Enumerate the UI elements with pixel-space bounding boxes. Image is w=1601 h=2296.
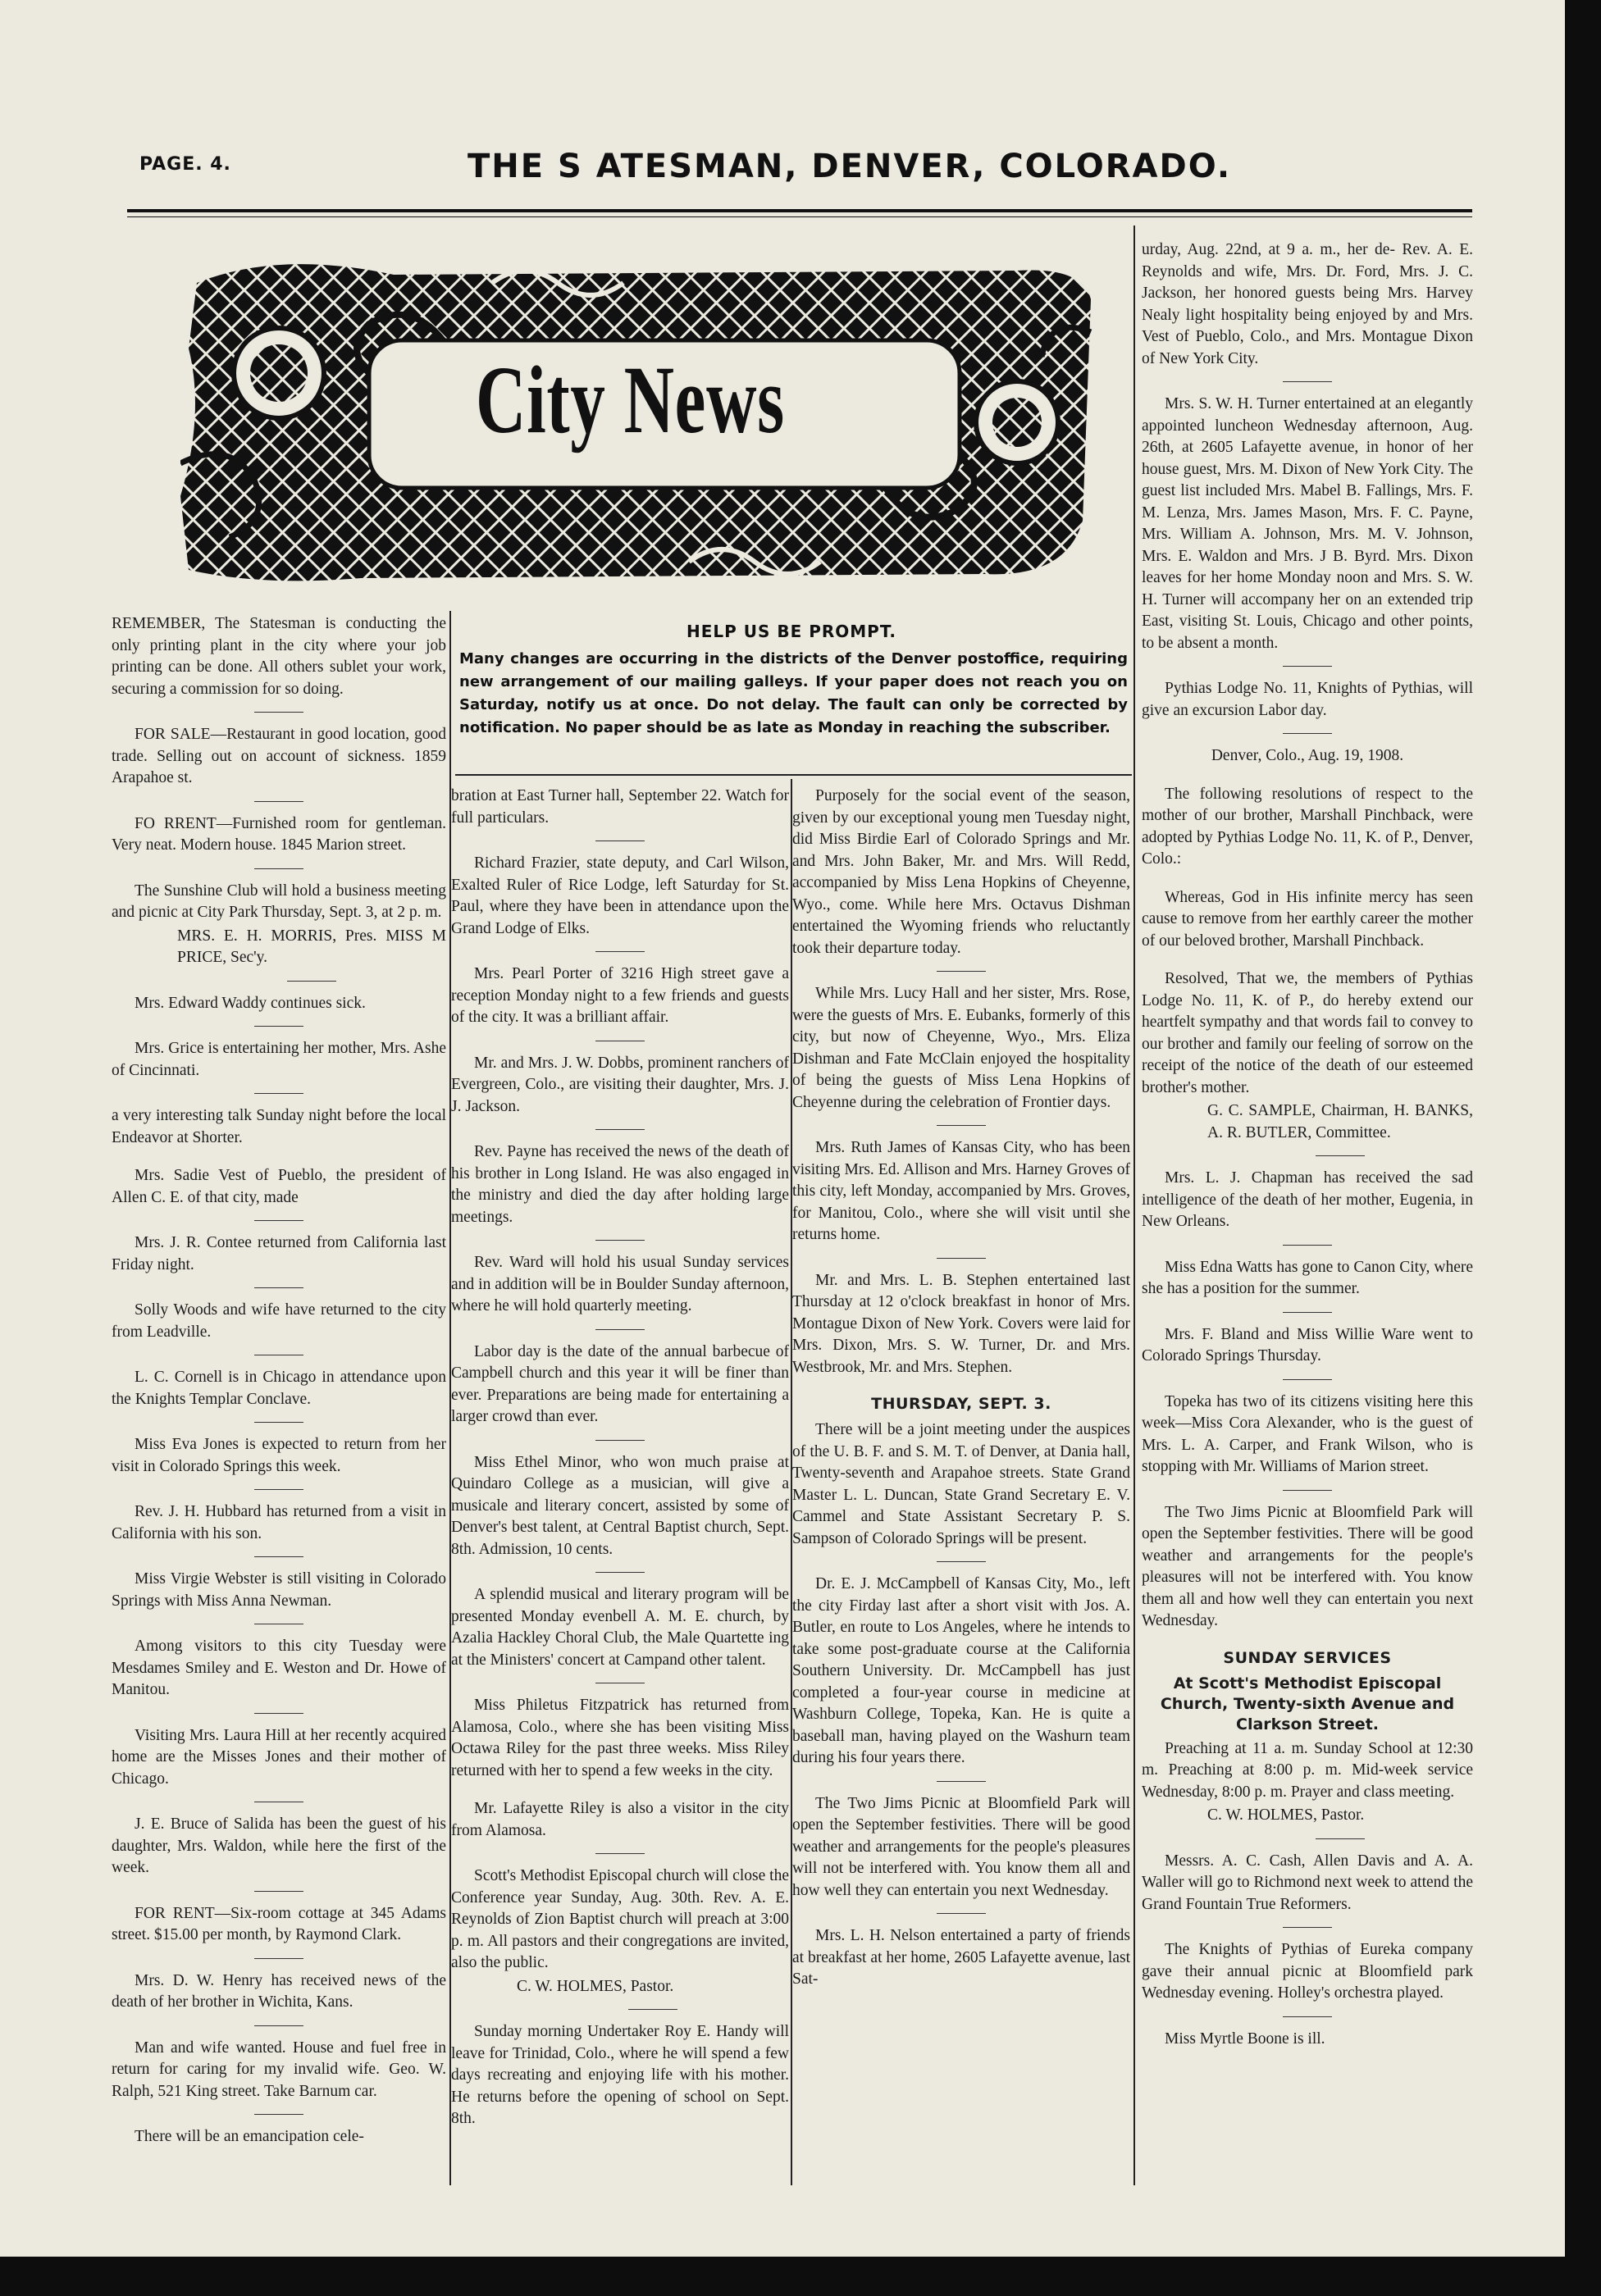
section-heading: THURSDAY, SEPT. 3. — [871, 1395, 1051, 1413]
article: Mrs. D. W. Henry has received news of the death of her brother in Wichita, Kans. — [112, 1970, 446, 2026]
article: Topeka has two of its citizens visiting here this week—Miss Cora Alexander, who is the guest of Mrs. L. A. Carper, and Frank Wilson, who is stopping with Mr. Williams of Marion street. — [1142, 1392, 1473, 1491]
article: bration at East Turner hall, September 22. Watch for full particulars. — [451, 786, 789, 841]
church-heading: At Scott's Methodist Episcopal Church, Twenty-sixth Avenue and Clarkson Street. — [1160, 1674, 1455, 1733]
article: Miss Ethel Minor, who won much praise at Quindaro College as a musician, will give a musicale and literary concert, assisted by some of Denver's best talent, at Central Baptist church, Sept. 8th. Admission, 10 cents. — [451, 1452, 789, 1574]
article: Mrs. J. R. Contee returned from California last Friday night. — [112, 1232, 446, 1288]
article: a very interesting talk Sunday night before the local Endeavor at Shorter. — [112, 1107, 446, 1146]
article: Mrs. S. W. H. Turner entertained at an elegantly appointed luncheon Wednesday afternoon, Aug. 26th, at 2605 Lafayette avenue, in honor of her house guest, Mrs. M. Dixon of New York City. The guest list included Mrs. Mabel B. Fallings, Mrs. F. M. Lenza, Mrs. James Mason, Mrs. F. C. Payne, Mrs. William A. Johnson, Mrs. M. V. Johnson, Mrs. E. Waldon and Mrs. J B. Byrd. Mrs. Dixon leaves for her home Monday noon and Mrs. S. W. H. Turner will accompany her on an extended trip East, visiting St. Louis, Chicago and other points, to be absent a month. — [1142, 394, 1473, 667]
article: Sunday morning Undertaker Roy E. Handy will leave for Trinidad, Colo., where he will spend a few days recreating and enjoying life with his mother. He returns before the opening of school on Sept. 8th. — [451, 2023, 789, 2127]
service-schedule: Preaching at 11 a. m. Sunday School at 12:30 m. Preaching at 8:00 p. m. Mid-week service Wednesday, 8:00 p. m. Prayer and class meeting. — [1142, 1739, 1473, 1801]
article: Mrs. L. H. Nelson entertained a party of friends at breakfast at her home, 2605 Lafayette avenue, last Sat- — [792, 1927, 1130, 1988]
article: The following resolutions of respect to the mother of our brother, Marshall Pinchback, were adopted by Pythias Lodge No. 11, K. of P., Denver, Colo.: — [1142, 785, 1473, 868]
article: While Mrs. Lucy Hall and her sister, Mrs. Rose, were the guests of Mrs. E. Eubanks, formerly of this city, but now of Cheyenne, Wyo., Mrs. Eliza Dishman and Fate McClain enjoyed the hospitality of being the guests of Miss Lena Hopkins of Cheyenne during the celebration of Frontier days. — [792, 983, 1130, 1126]
column-3 — [792, 786, 1130, 2007]
article: Mr. and Mrs. L. B. Stephen entertained last Thursday at 12 o'clock breakfast in honor of Mrs. Montague Dixon of New York. Covers were laid for Mrs. Dixon, Mrs. S. W. Turner, Dr. and Mrs. Westbrook, Mr. and Mrs. Stephen. — [792, 1271, 1130, 1376]
header-rule — [127, 209, 1472, 212]
column-4 — [1142, 239, 1473, 2066]
article: Miss Edna Watts has gone to Canon City, where she has a position for the summer. — [1142, 1257, 1473, 1313]
article: J. E. Bruce of Salida has been the guest of his daughter, Mrs. Waldon, while here the first of the week. — [112, 1814, 446, 1892]
article: A splendid musical and literary program will be presented Monday evenbell A. M. E. church, by Azalia Hackley Choral Club, the Male Quartette ing at the Ministers' concert at Campand other talent. — [451, 1584, 789, 1683]
article: Messrs. A. C. Cash, Allen Davis and A. A. Waller will go to Richmond next week to attend the Grand Fountain True Reformers. — [1142, 1851, 1473, 1929]
article: The Two Jims Picnic at Bloomfield Park will open the September festivities. There will be good weather and arrangements for the people's pleasures will not be interfered with. You know them all and how well they can entertain you next Wednesday. — [1142, 1503, 1473, 1629]
column-2 — [451, 786, 789, 2147]
signature: C. W. HOLMES, Pastor. — [1142, 1805, 1473, 1839]
article: There will be an emancipation cele- — [135, 2128, 364, 2145]
classified-ad: FOR RENT—Six-room cottage at 345 Adams street. $15.00 per month, by Raymond Clark. — [112, 1903, 446, 1959]
page-label: PAGE. 4. — [139, 154, 231, 175]
article: The Sunshine Club will hold a business meeting and picnic at City Park Thursday, Sept. 3, at 2 p. m. — [112, 882, 446, 921]
article: Mrs. L. J. Chapman has received the sad intelligence of the death of her mother, Eugenia, in New Orleans. — [1142, 1168, 1473, 1246]
article: Purposely for the social event of the season, given by our exceptional young men Tuesday night, did Miss Birdie Earl of Colorado Springs and Mr. and Mrs. John Baker, Mr. and Mrs. Will Redd, accompanied by Miss Lena Hopkins of Cheyenne, Wyo., come. While here Mrs. Octavus Dishman entertained the Wyoming friends who reluctantly took their departure today. — [792, 786, 1130, 972]
article: Dr. E. J. McCampbell of Kansas City, Mo., left the city Firday last after a short visit with Jos. A. Butler, en route to Los Angeles, where he intends to take some post-graduate course at the California Southern University. Dr. McCampbell has just completed a four-year course in medicine at Washburn College, Topeka, Kan. He is quite a baseball man, having played on the Washurn team during his four years there. — [792, 1574, 1130, 1782]
section-heading: SUNDAY SERVICES — [1223, 1648, 1392, 1667]
signature: MRS. E. H. MORRIS, Pres. MISS M PRICE, Sec'y. — [112, 926, 446, 982]
article: The Two Jims Picnic at Bloomfield Park will open the September festivities. There will be good weather and arrangements for the people's pleasures will not be interfered with. You know them all and how well they can entertain you next Wednesday. — [792, 1793, 1130, 1915]
classified-ad: Man and wife wanted. House and fuel free in return for caring for my invalid wife. Geo. W. Ralph, 521 King street. Take Barnum car. — [112, 2038, 446, 2116]
help-rule — [455, 774, 1132, 776]
article: Miss Eva Jones is expected to return from her visit in Colorado Springs this week. — [112, 1434, 446, 1490]
article: Richard Frazier, state deputy, and Carl Wilson, Exalted Ruler of Rice Lodge, left Saturday for St. Paul, where they have been in attendance upon the Grand Lodge of Elks. — [451, 853, 789, 952]
help-heading: HELP US BE PROMPT. — [686, 622, 897, 641]
article: Labor day is the date of the annual barbecue of Campbell church and this year it will be finer than ever. Preparations are being made for entertaining a larger crowd than ever. — [451, 1342, 789, 1441]
column-1 — [112, 613, 446, 2165]
article: Rev. J. H. Hubbard has returned from a visit in California with his son. — [112, 1501, 446, 1557]
article: Mr. Lafayette Riley is also a visitor in the city from Alamosa. — [451, 1798, 789, 1854]
article: Mrs. Edward Waddy continues sick. — [112, 993, 446, 1027]
classified-ad: FOR SALE—Restaurant in good location, good trade. Selling out on account of sickness. 1859 Arapahoe st. — [112, 724, 446, 802]
committee-signature: G. C. SAMPLE, Chairman, H. BANKS, A. R. BUTLER, Committee. — [1142, 1100, 1473, 1156]
article: Miss Virgie Webster is still visiting in Colorado Springs with Miss Anna Newman. — [112, 1569, 446, 1624]
article: There will be a joint meeting under the auspices of the U. B. F. and S. M. T. of Denver, at Dania hall, Twenty-seventh and Arapahoe streets. State Grand Master L. L. Duncan, State Grand Secretary E. V. Cammel and State Assistant Secretary P. S. Sampson of Colorado Springs will be present. — [792, 1419, 1130, 1562]
signature: C. W. HOLMES, Pastor. — [451, 1976, 789, 2011]
article: Mrs. Grice is entertaining her mother, Mrs. Ashe of Cincinnati. — [112, 1038, 446, 1094]
article: Mrs. Pearl Porter of 3216 High street gave a reception Monday night to a few friends and guests of the city. It was a brilliant affair. — [451, 963, 789, 1041]
article: Mrs. Sadie Vest of Pueblo, the president of Allen C. E. of that city, made — [112, 1165, 446, 1221]
help-body: Many changes are occurring in the districts of the Denver postoffice, requiring new arrangement of our mailing galleys. If your paper does not reach you on Saturday, notify us at once. Do not delay. The fault can only be corrected by notification. No paper should be as late as Monday in reaching the subscriber. — [459, 650, 1128, 736]
article: The Knights of Pythias of Eureka company gave their annual picnic at Bloomfield park Wednesday evening. Holley's orchestra played. — [1142, 1939, 1473, 2017]
header-rule-thin — [127, 216, 1472, 217]
article: Mrs. F. Bland and Miss Willie Ware went to Colorado Springs Thursday. — [1142, 1324, 1473, 1380]
article: Miss Myrtle Boone is ill. — [1165, 2029, 1325, 2048]
classified-ad: FO RRENT—Furnished room for gentleman. Very neat. Modern house. 1845 Marion street. — [112, 813, 446, 869]
article: Mrs. Ruth James of Kansas City, who has been visiting Mrs. Ed. Allison and Mrs. Harney Groves of this city, left Monday, accompanied by Mrs. Groves, for Manitou, Colo., where she will visit until she returns home. — [792, 1137, 1130, 1259]
article: Miss Philetus Fitzpatrick has returned from Alamosa, Colo., where she has been visiting Miss Octawa Riley for the past three weeks. Miss Riley returned with her to spend a few weeks in the city. — [451, 1697, 789, 1779]
article: Resolved, That we, the members of Pythias Lodge No. 11, K. of P., do hereby extend our heartfelt sympathy and that words fail to convey to our brother and family our feeling of sorrow on the receipt of the notice of the death of our esteemed brother's mother. — [1142, 970, 1473, 1096]
article: REMEMBER, The Statesman is conducting the only printing plant in the city where your job printing can be done. All others sublet your work, securing a commission for so doing. — [112, 613, 446, 713]
banner-title: City News — [476, 346, 785, 453]
article: Mr. and Mrs. J. W. Dobbs, prominent ranchers of Evergreen, Colo., are visiting their daughter, Mrs. J. J. Jackson. — [451, 1053, 789, 1131]
article: Among visitors to this city Tuesday were Mesdames Smiley and E. Weston and Dr. Howe of Manitou. — [112, 1636, 446, 1714]
article: Scott's Methodist Episcopal church will close the Conference year Sunday, Aug. 30th. Rev. A. E. Reynolds of Zion Baptist church will preach at 3:00 p. m. All pastors and their congregations are invited, also the public. — [451, 1867, 789, 1971]
masthead-title: THE S ATESMAN, DENVER, COLORADO. — [468, 148, 1232, 185]
article: Whereas, God in His infinite mercy has seen cause to remove from her earthly career the mother of our beloved brother, Marshall Pinchback. — [1142, 888, 1473, 950]
dateline: Denver, Colo., Aug. 19, 1908. — [1211, 747, 1404, 764]
article: Solly Woods and wife have returned to the city from Leadville. — [112, 1300, 446, 1355]
article: urday, Aug. 22nd, at 9 a. m., her de- Rev. A. E. Reynolds and wife, Mrs. Dr. Ford, Mrs. J. C. Jackson, her honored guests being Mrs. Harvey Nealy light hospitality being enjoyed by and Mrs. Vest of Pueblo, Colo., and Mrs. Montague Dixon of New York City. — [1142, 239, 1473, 382]
article: L. C. Cornell is in Chicago in attendance upon the Knights Templar Conclave. — [112, 1367, 446, 1423]
article: Visiting Mrs. Laura Hill at her recently acquired home are the Misses Jones and their mother of Chicago. — [112, 1725, 446, 1803]
article: Rev. Payne has received the news of the death of his brother in Long Island. He was also engaged in the ministry and died the day after holding large meetings. — [451, 1141, 789, 1241]
article: Pythias Lodge No. 11, Knights of Pythias, will give an excursion Labor day. — [1142, 678, 1473, 734]
article: Rev. Ward will hold his usual Sunday services and in addition will be in Boulder Sunday afternoon, where he will hold quarterly meeting. — [451, 1252, 789, 1330]
column-rule — [1133, 226, 1135, 2185]
